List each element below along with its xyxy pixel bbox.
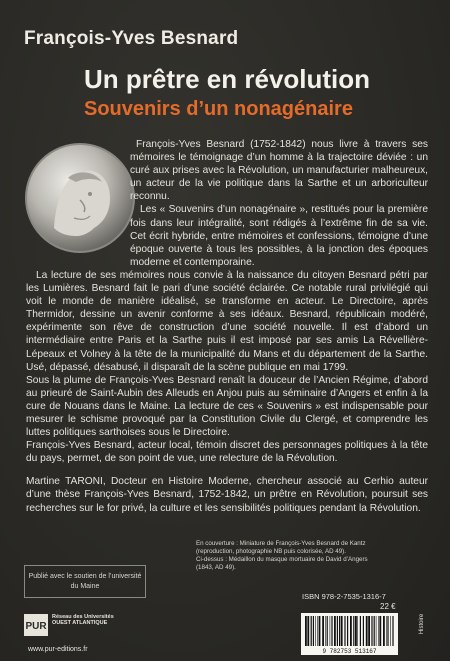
barcode-bar bbox=[337, 616, 338, 646]
book-subtitle: Souvenirs d’un nonagénaire bbox=[84, 98, 353, 120]
credit-line: (1843, AD 49). bbox=[196, 564, 236, 571]
barcode-bar bbox=[376, 616, 377, 646]
barcode-bar bbox=[353, 616, 354, 646]
barcode-bar bbox=[344, 616, 345, 646]
credit-line: Ci-dessus : Médaillon du masque mortuaire de David d’Angers bbox=[196, 556, 368, 563]
barcode-bar bbox=[378, 616, 379, 646]
barcode-bar bbox=[339, 616, 340, 646]
barcode-bar bbox=[363, 616, 364, 646]
ancien-regime-paragraph: Sous la plume de François-Yves Besnard renaît la douceur de l’Ancien Régime, d’abord au prieuré de Saint-Aubin des Alleuds en Anjou puis au séminaire d’Angers et enfin à la cure de Nouans dans le Maine. La lecture de ces « Souvenirs » est indispensable pour mesurer le schisme provoqué par la Constitution Civile du Clergé, et comprendre les luttes politiques sarthoises sous le Directoire. bbox=[26, 374, 428, 439]
support-text: Publié avec le soutien de l’université du Maine bbox=[28, 572, 142, 590]
barcode-bar bbox=[325, 616, 326, 646]
isbn: ISBN 978-2-7535-1316-7 bbox=[302, 592, 386, 601]
barcode-bar bbox=[386, 616, 387, 646]
author-name: François-Yves Besnard bbox=[24, 28, 239, 49]
barcode-bar bbox=[387, 616, 388, 646]
barcode-bar bbox=[341, 616, 343, 646]
barcode-bar bbox=[319, 616, 321, 646]
barcode-bar bbox=[315, 616, 316, 646]
cover-credits bbox=[196, 540, 406, 572]
barcode-bar bbox=[332, 616, 333, 646]
barcode-bar bbox=[371, 616, 372, 646]
souvenirs-paragraph: Les « Souvenirs d’un nonagénaire », restitués pour la première fois dans leur intégralité, sont rédigés à l’extrême fin de sa vie. Cet écrit hybride, entre mémoires et confessions, témoigne d’une époque ouverte à tous les possibles, à la jonction des époques moderne et contemporaine. bbox=[130, 204, 428, 268]
barcode-digits: 9 782753 513167 bbox=[322, 648, 377, 655]
credit-line: En couverture : Miniature de François-Yves Besnard de Kantz bbox=[196, 540, 366, 547]
barcode-bar bbox=[313, 616, 314, 646]
publisher-line: Réseau des Universités bbox=[52, 614, 114, 620]
credit-line: (reproduction, photographie NB puis colorisée, AD 49). bbox=[196, 548, 346, 555]
barcode-bar bbox=[393, 616, 394, 646]
barcode-bar bbox=[368, 616, 370, 646]
price: 22 € bbox=[380, 602, 396, 611]
barcode-bar bbox=[374, 616, 375, 646]
barcode-bar bbox=[317, 616, 318, 646]
conclusion-paragraph: François-Yves Besnard, acteur local, témoin discret des personnages politiques à la tête du pays, permet, de son point de vue, une relecture de la Révolution. bbox=[26, 440, 428, 465]
barcode-bar bbox=[379, 616, 381, 646]
publisher-line: OUEST ATLANTIQUE bbox=[52, 620, 108, 627]
barcode-bar bbox=[350, 616, 352, 646]
pur-logo-text: PUR bbox=[25, 621, 47, 632]
back-cover-text bbox=[26, 138, 428, 515]
barcode-bar bbox=[366, 616, 368, 646]
barcode-bar bbox=[311, 616, 312, 646]
barcode-bar bbox=[305, 616, 307, 646]
barcode-bar bbox=[322, 616, 324, 646]
barcode-bar bbox=[327, 616, 328, 646]
support-notice bbox=[24, 565, 146, 598]
editor-note: Martine TARONI, Docteur en Histoire Moderne, chercheur associé au Cerhio auteur d’une thèse François-Yves Besnard, 1752-1842, un prêtre en Révolution, poursuit ses recherches sur le for privé, la culture et les sensibilités politiques pendant la Révolution. bbox=[26, 476, 428, 514]
barcode-bar bbox=[355, 616, 357, 646]
pur-logo-icon bbox=[24, 614, 48, 636]
reading-paragraph: La lecture de ses mémoires nous convie à la naissance du citoyen Besnard pétri par les Lumières. Besnard fait le pari d’une société éclairée. Ce notable rural privilégié qui voit le monde de manière idéalisé, se transforme en acteur. Le Directoire, après Thermidor, dessine un avenir conforme à ses idéaux. Besnard, républicain modéré, expérimente son rêve de construction d’une société nouvelle. Il est d’abord un intermédiaire entre Paris et la Sarthe puis il est imposé par ses amis La Révellière-Lépeaux et Volney à la tête de la municipalité du Mans et du département de la Sarthe. Usé, dépassé, désabusé, il disparaît de la scène publique en mai 1799. bbox=[26, 269, 428, 373]
series-text: Histoire bbox=[419, 613, 425, 635]
barcode-bar bbox=[330, 616, 331, 646]
barcode-bar bbox=[357, 616, 358, 646]
barcode-bar bbox=[383, 616, 385, 646]
barcode bbox=[301, 613, 398, 655]
book-title: Un prêtre en révolution bbox=[84, 64, 371, 94]
series-label bbox=[416, 594, 428, 654]
barcode-bar bbox=[390, 616, 391, 646]
barcode-bar bbox=[331, 616, 332, 646]
barcode-bar bbox=[347, 616, 348, 646]
publisher-website: www.pur-editions.fr bbox=[28, 646, 88, 653]
barcode-bar bbox=[307, 616, 309, 646]
publisher-name bbox=[52, 614, 122, 627]
barcode-bar bbox=[392, 616, 393, 646]
barcode-bar bbox=[360, 616, 361, 646]
intro-paragraph: François-Yves Besnard (1752-1842) nous livre à travers ses mémoires le témoignage d’un homme à la trajectoire déviée : un curé aux prises avec la Révolution, un manufacturier malheureux, un acteur de la vie politique dans la Sarthe et un arboriculteur reconnu. bbox=[130, 139, 428, 203]
barcode-bar bbox=[334, 616, 336, 646]
